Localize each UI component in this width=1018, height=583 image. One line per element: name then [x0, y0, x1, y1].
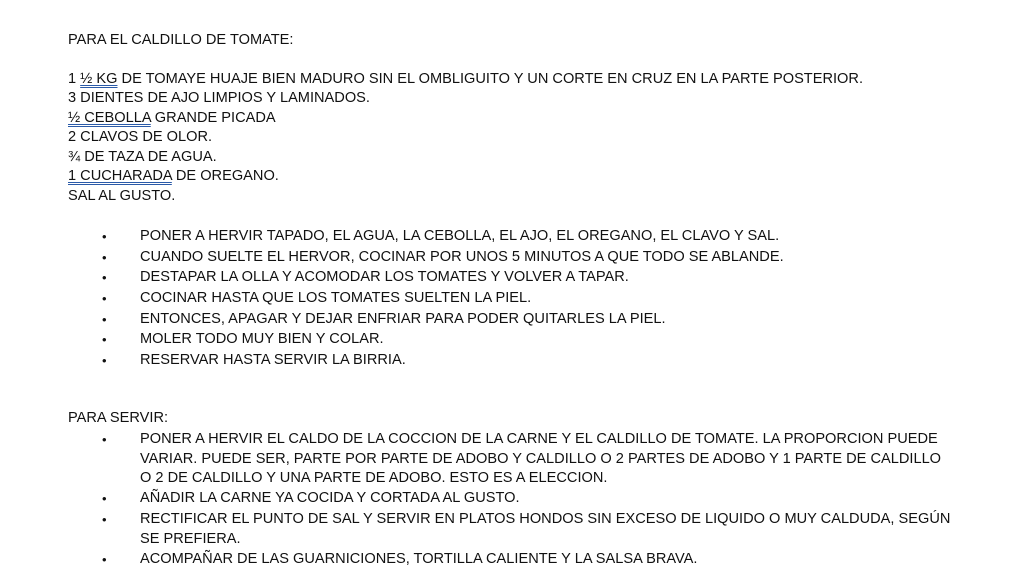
bullet-icon: • [102, 229, 107, 244]
bullet-icon: • [102, 291, 107, 306]
ingredient-tomato: 1 ½ KG DE TOMAYE HUAJE BIEN MADURO SIN EL OMBLIGUITO Y UN CORTE EN CRUZ EN LA PARTE POSTERIOR. [68, 71, 863, 87]
bullet-icon: • [102, 491, 107, 506]
list-item: COCINAR HASTA QUE LOS TOMATES SUELTEN LA PIEL. [140, 290, 532, 306]
quantity-link[interactable]: ½ KG [80, 71, 118, 87]
ingredient-onion: ½ CEBOLLA GRANDE PICADA [68, 110, 276, 126]
bullet-icon: • [102, 250, 107, 265]
list-item: AÑADIR LA CARNE YA COCIDA Y CORTADA AL GUSTO. [140, 490, 520, 506]
ingredient-oregano: 1 CUCHARADA DE OREGANO. [68, 168, 279, 184]
bullet-icon: • [102, 332, 107, 347]
ingredient-water: ¾ DE TAZA DE AGUA. [68, 149, 217, 165]
list-item: MOLER TODO MUY BIEN Y COLAR. [140, 331, 384, 347]
list-item: ACOMPAÑAR DE LAS GUARNICIONES, TORTILLA CALIENTE Y LA SALSA BRAVA. [140, 551, 698, 567]
list-item: PONER A HERVIR EL CALDO DE LA COCCION DE LA CARNE Y EL CALDILLO DE TOMATE. LA PROPORCION PUEDE VARIAR. PUEDE SER, PARTE POR PARTE DE ADOBO Y CALDILLO O 2 PARTES DE ADOBO Y 1 PARTE DE CALDILLO O 2 DE CALDILLO Y UNA PARTE DE ADOBO. ESTO ES A ELECCION. [140, 431, 942, 487]
list-item: RECTIFICAR EL PUNTO DE SAL Y SERVIR EN PLATOS HONDOS SIN EXCESO DE LIQUIDO O MUY CALDUDA, SEGÚN SE PREFIERA. [140, 511, 951, 547]
ingredient-salt: SAL AL GUSTO. [68, 188, 176, 204]
list-item: ENTONCES, APAGAR Y DEJAR ENFRIAR PARA PODER QUITARLES LA PIEL. [140, 311, 666, 327]
bullet-icon: • [102, 552, 107, 567]
list-item: PONER A HERVIR TAPADO, EL AGUA, LA CEBOLLA, EL AJO, EL OREGANO, EL CLAVO Y SAL. [140, 228, 780, 244]
bullet-icon: • [102, 312, 107, 327]
ingredient-cloves: 2 CLAVOS DE OLOR. [68, 129, 213, 145]
list-item: DESTAPAR LA OLLA Y ACOMODAR LOS TOMATES Y VOLVER A TAPAR. [140, 269, 629, 285]
bullet-icon: • [102, 270, 107, 285]
list-item: RESERVAR HASTA SERVIR LA BIRRIA. [140, 352, 406, 368]
bullet-icon: • [102, 512, 107, 527]
list-item: CUANDO SUELTE EL HERVOR, COCINAR POR UNOS 5 MINUTOS A QUE TODO SE ABLANDE. [140, 249, 784, 265]
servir-heading: PARA SERVIR: [68, 410, 169, 426]
bullet-icon: • [102, 353, 107, 368]
quantity-link[interactable]: 1 CUCHARADA [68, 168, 172, 184]
bullet-icon: • [102, 432, 107, 447]
quantity-link[interactable]: ½ CEBOLLA [68, 110, 151, 126]
ingredient-garlic: 3 DIENTES DE AJO LIMPIOS Y LAMINADOS. [68, 90, 370, 106]
caldillo-heading: PARA EL CALDILLO DE TOMATE: [68, 32, 294, 48]
